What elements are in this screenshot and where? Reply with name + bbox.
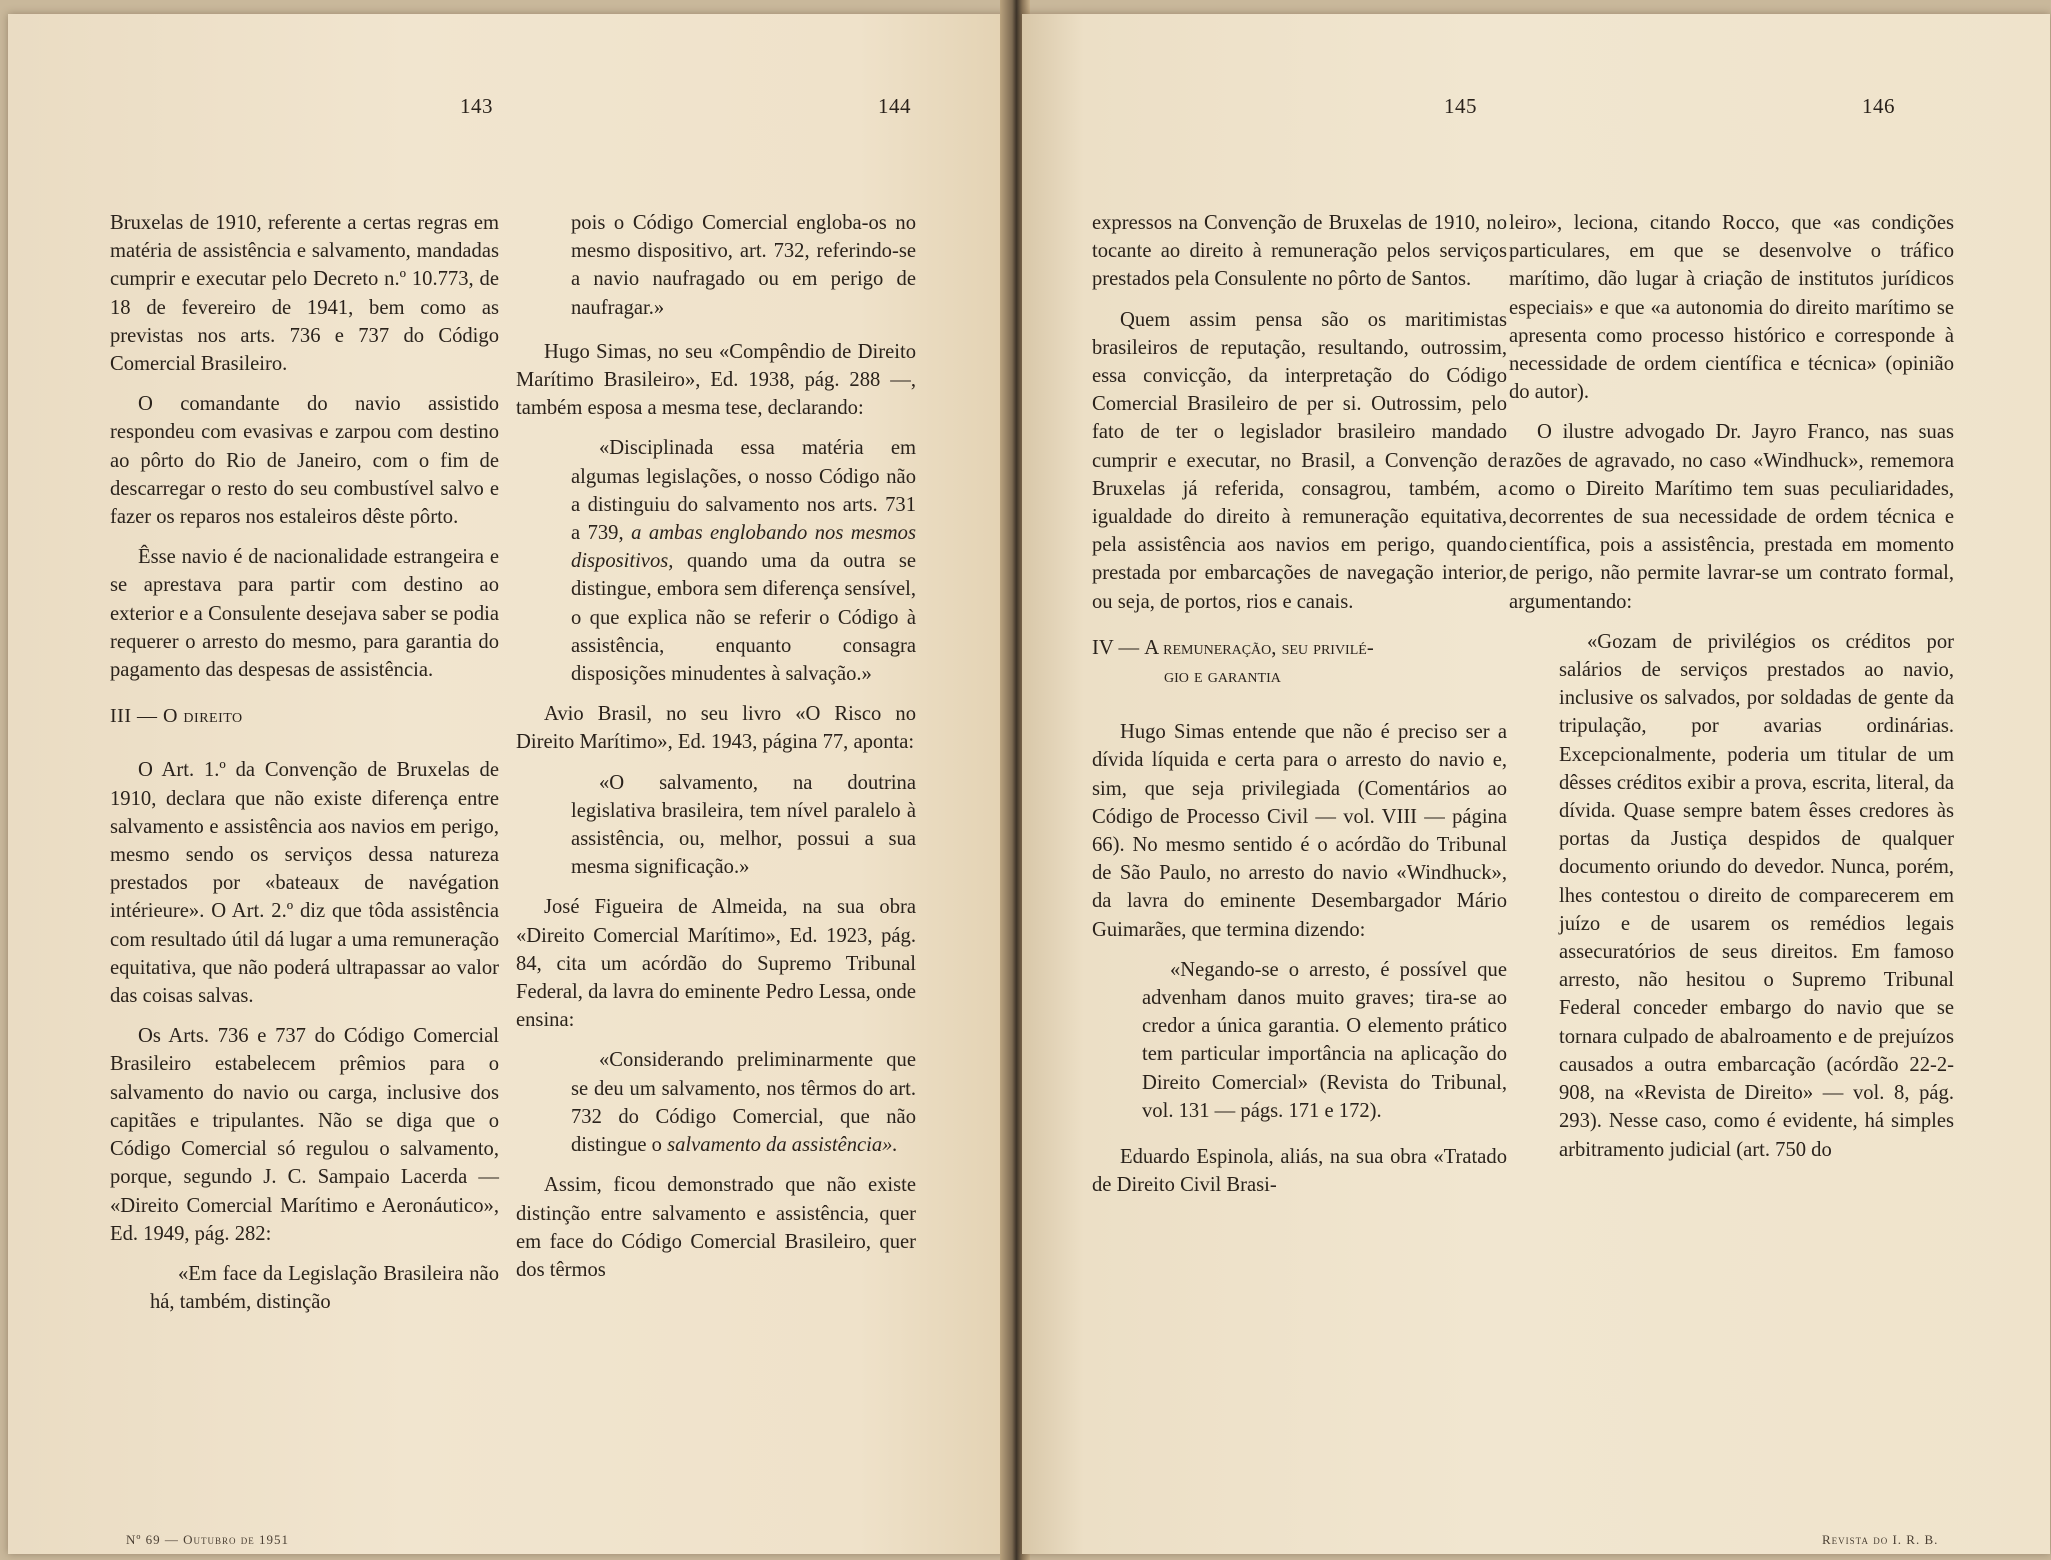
block-quote: «Negando-se o arresto, é possível que advenham danos muito graves; tira-se ao credor a única garantia. O elemento prático tem particular importância na aplicação do Direito Comercial» (Revista do Tribunal, vol. 131 — págs. 171 e 172). [1142,958,1507,1122]
block-quote [571,1046,916,1159]
block-quote [571,434,916,688]
block-quote: «Gozam de privilégios os créditos por salários de serviços prestados ao navio, inclusive os salvados, por soldadas de gente da tripulação, por avarias ordinárias. Excepcionalmente, poderia um titular de um dêsses créditos exibir a prova, escrita, literal, da dívida. Quase sempre batem êsses credores às portas da Justiça despidos de qualquer documento oriundo do devedor. Nunca, porém, lhes contestou o direito de comparecerem em juízo e de usarem os remédios legais assecuratórios de seus direitos. Em famoso arresto, não hesitou o Supremo Tribunal Federal conceder embargo do navio que se tornara culpado de abalroamento e de prejuízos causados a outra embarcação (acórdão 22-2-908, na «Revista de Direito» — vol. 8, pág. 293). Nesse caso, como é evidente, há simples arbitramento judicial (art. 750 do [1559,630,1954,1161]
section-number: III — [110,705,158,728]
journal-footer: Revista do I. R. B. [1822,1532,1939,1547]
left-leaf [8,14,1008,1554]
section-number: IV — [1092,636,1140,659]
quote-emphasis: salvamento da assistência». [667,1134,898,1157]
page-number-146: 146 [1862,94,1895,118]
page-number-144: 144 [878,94,911,118]
quote-emphasis: a ambas englobando nos mesmos dispositivos, [571,522,916,573]
block-quote: «O salvamento, na doutrina legislativa brasileira, tem nível paralelo à assistência, ou, melhor, possui a sua mesma significação.» [571,771,916,879]
quote-text: «Disciplinada essa matéria em algumas legislações, o nosso Código não a distinguiu do salvamento nos arts. 731 a 739, [571,437,916,545]
paragraph: Hugo Simas, no seu «Compêndio de Direito Marítimo Brasileiro», Ed. 1938, pág. 288 —, também esposa a mesma tese, declarando: [516,340,916,420]
section-title: O direito [162,705,243,728]
quote-text: «Considerando preliminarmente que se deu um salvamento, nos têrmos do art. 732 do Código Comercial, que não distingue o [571,1049,916,1157]
paragraph: O Art. 1.º da Convenção de Bruxelas de 1910, declara que não existe diferença entre salvamento e assistência aos navios em perigo, mesmo sendo os serviços dessa natureza prestados por «bateaux de navégation intérieure». O Art. 2.º diz que tôda assistência com resultado útil dá lugar a uma remuneração equitativa, que não poderá ultrapassar ao valor das coisas salvas. [110,759,499,1008]
paragraph: leiro», leciona, citando Rocco, que «as condições particulares, em que se desenvolve o tráfico marítimo, dão lugar à criação de institutos jurídicos especiais» e que «a autonomia do direito marítimo se apresenta como processo histórico e corresponde à necessidade de ordem científica e técnica» (opinião do autor). [1509,212,1954,404]
issue-footer: Nº 69 — Outubro de 1951 [126,1532,290,1547]
paragraph: Avio Brasil, no seu livro «O Risco no Direito Marítimo», Ed. 1943, página 77, aponta: [516,703,916,754]
paragraph: Eduardo Espinola, aliás, na sua obra «Tratado de Direito Civil Brasi- [1092,1146,1507,1197]
page-144-column [516,209,916,1296]
page-143-column [110,209,499,1328]
paragraph: O comandante do navio assistido respondeu com evasivas e zarpou com destino ao pôrto do Rio de Janeiro, com o fim de descarregar o resto do seu combustível salvo e fazer os reparos nos estaleiros dêste pôrto. [110,393,499,529]
quote-text: quando uma da outra se distingue, embora sem diferença sensível, o que explica não se referir o Código à assistência, enquanto consagra disposições minudentes à salvação.» [571,550,916,686]
paragraph: Quem assim pensa são os maritimistas brasileiros de reputação, resultando, outrossim, essa convicção, da interpretação do Código Comercial Brasileiro de per si. Outrossim, pelo fato de ter o legislador brasileiro mandado cumprir e executar, no Brasil, a Convenção de Bruxelas já referida, consagrou, também, a igualdade do direito à remuneração equitativa, pela assistência aos navios em perigo, quando prestada por embarcações de navegação interior, ou seja, de portos, rios e canais. [1092,308,1507,613]
section-title-line-1: A remuneração, seu privilé- [1144,636,1374,659]
page-number-145: 145 [1444,94,1477,118]
paragraph: Hugo Simas entende que não é preciso ser a dívida líquida e certa para o arresto do navio e, sim, que seja privilegiada (Comentários ao Código de Processo Civil — vol. VIII — página 66). No mesmo sentido é o acórdão do Tribunal de São Paulo, no arresto do navio «Windhuck», da lavra do eminente Desembargador Mário Guimarães, que termina dizendo: [1092,721,1507,941]
right-leaf [1022,14,2050,1554]
section-title-line-2: gio e garantia [1164,665,1281,688]
page-number-143: 143 [460,94,493,118]
paragraph: José Figueira de Almeida, na sua obra «Direito Comercial Marítimo», Ed. 1923, pág. 84, cita um acórdão do Supremo Tribunal Federal, da lavra do eminente Pedro Lessa, onde ensina: [516,896,916,1032]
paragraph: Êsse navio é de nacionalidade estrangeira e se aprestava para partir com destino ao exterior e a Consulente desejava saber se podia requerer o arresto do mesmo, para garantia do pagamento das despesas de assistência. [110,546,499,682]
page-145-column [1092,209,1507,1212]
paragraph: Os Arts. 736 e 737 do Código Comercial Brasileiro estabelecem prêmios para o salvamento do navio ou carga, inclusive dos capitães e tripulantes. Não se diga que o Código Comercial só regulou o salvamento, porque, segundo J. C. Sampaio Lacerda — «Direito Comercial Marítimo e Aeronáutico», Ed. 1949, pág. 282: [110,1025,499,1245]
section-heading-iv [1092,634,1507,690]
block-quote: «Em face da Legislação Brasileira não há, também, distinção [150,1262,499,1314]
page-146-column [1509,209,1954,1176]
block-quote: pois o Código Comercial engloba-os no mesmo dispositivo, art. 732, referindo-se a navio naufragado ou em perigo de naufragar.» [571,212,916,319]
section-heading-iii [110,702,499,730]
paragraph: Bruxelas de 1910, referente a certas regras em matéria de assistência e salvamento, mandadas cumprir e executar pelo Decreto n.º 10.773, de 18 de fevereiro de 1941, bem como as previstas nos arts. 736 e 737 do Código Comercial Brasileiro. [110,212,499,376]
paragraph: O ilustre advogado Dr. Jayro Franco, nas suas razões de agravado, no caso «Windhuck», rememora como o Direito Marítimo tem suas peculiaridades, decorrentes de sua necessidade de ordem técnica e científica, pois a assistência, prestada em momento de perigo, não permite lavrar-se um contrato formal, argumentando: [1509,421,1954,613]
paragraph: expressos na Convenção de Bruxelas de 1910, no tocante ao direito à remuneração pelos serviços prestados pela Consulente no pôrto de Santos. [1092,212,1507,291]
paragraph: Assim, ficou demonstrado que não existe distinção entre salvamento e assistência, quer em face do Código Comercial Brasileiro, quer dos têrmos [516,1174,916,1281]
